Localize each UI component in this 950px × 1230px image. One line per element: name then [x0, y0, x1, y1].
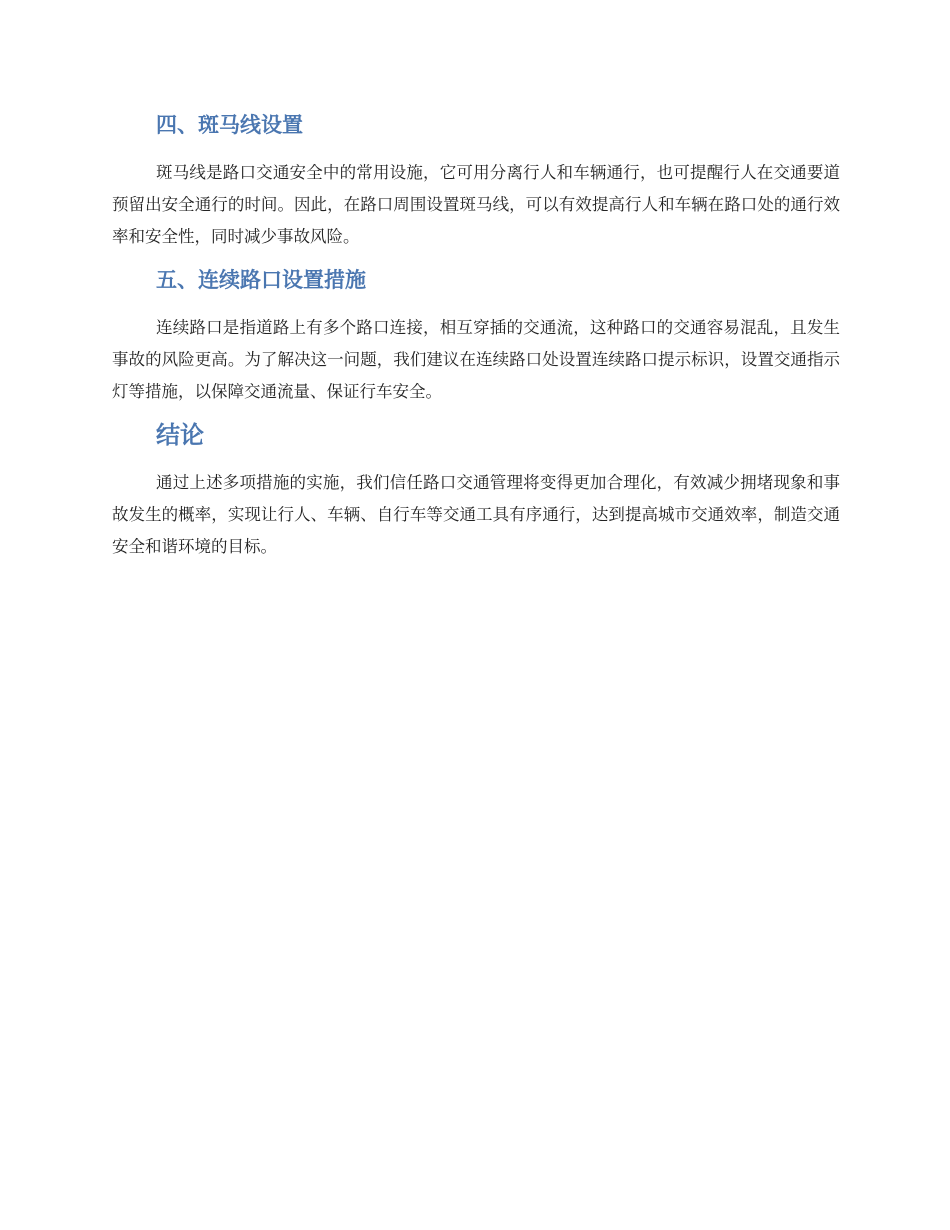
section-heading-conclusion: 结论	[156, 421, 204, 449]
document-content	[112, 108, 840, 563]
section-paragraph-consecutive-intersections: 连续路口是指道路上有多个路口连接，相互穿插的交通流，这种路口的交通容易混乱，且发生事故的风险更高。为了解决这一问题，我们建议在连续路口处设置连续路口提示标识，设置交通指示灯等措施，以保障交通流量、保证行车安全。	[112, 318, 840, 401]
section-heading-zebra-crossing: 四、斑马线设置	[156, 113, 303, 137]
section-paragraph-conclusion: 通过上述多项措施的实施，我们信任路口交通管理将变得更加合理化，有效减少拥堵现象和事故发生的概率，实现让行人、车辆、自行车等交通工具有序通行，达到提高城市交通效率，制造交通安全和谐环境的目标。	[112, 473, 840, 556]
section-paragraph-zebra-crossing: 斑马线是路口交通安全中的常用设施，它可用分离行人和车辆通行，也可提醒行人在交通要道预留出安全通行的时间。因此，在路口周围设置斑马线，可以有效提高行人和车辆在路口处的通行效率和安全性，同时减少事故风险。	[112, 163, 840, 246]
section-heading-consecutive-intersections: 五、连续路口设置措施	[156, 268, 366, 292]
